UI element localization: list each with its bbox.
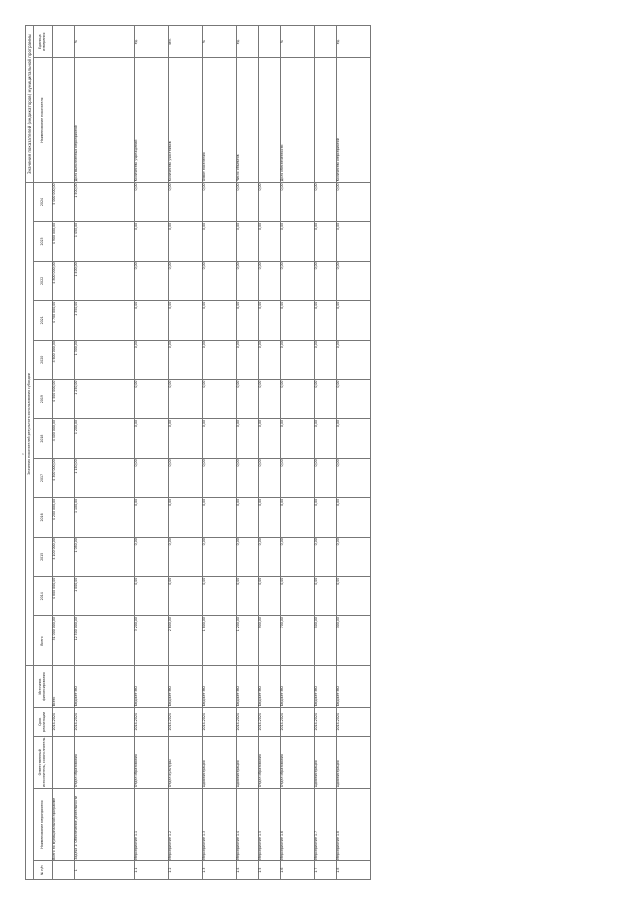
row-year-value: 0,00 (315, 222, 337, 261)
row-org (53, 736, 75, 788)
row-year-value: 0,00 (259, 498, 281, 537)
row-year-value: 0,00 (315, 498, 337, 537)
table-row (259, 26, 281, 880)
row-source: Бюджет МО (237, 666, 259, 708)
col-indicator: Наименование показателя (34, 58, 53, 183)
row-year-value: 0,00 (169, 261, 203, 300)
row-name: Всего по муниципальной программе (53, 788, 75, 861)
row-year-value: 0,00 (259, 182, 281, 221)
row-source: Всего (53, 666, 75, 708)
row-year-value: 0,00 (259, 577, 281, 616)
row-num: 1.2 (169, 861, 203, 880)
row-year-value: 0,00 (203, 340, 237, 379)
row-year-value: 0,00 (315, 537, 337, 576)
row-indicator (53, 58, 75, 183)
row-year-value: 4 800 000,00 (53, 577, 75, 616)
row-years: 2014-2024 (237, 707, 259, 736)
spec-header: Значения показателей (индикаторов) муниципальной программы (26, 26, 34, 183)
row-name: Мероприятие 1.3 (203, 788, 237, 861)
row-year-value: 0,00 (281, 498, 315, 537)
row-total: 300,00 (337, 616, 371, 666)
row-year-value: 0,00 (259, 261, 281, 300)
row-name: Мероприятие 1.5 (259, 788, 281, 861)
row-year-value: 0,00 (169, 419, 203, 458)
row-year-value: 0,00 (281, 419, 315, 458)
row-year-value: 0,00 (281, 222, 315, 261)
row-unit (53, 26, 75, 58)
row-indicator: Количество учреждений (135, 58, 169, 183)
row-source: Бюджет МО (169, 666, 203, 708)
row-org: Администрация (237, 736, 259, 788)
row-year-value: 0,00 (135, 458, 169, 497)
row-source: Бюджет МО (259, 666, 281, 708)
col-2022: 2022 (34, 261, 53, 300)
row-year-value: 0,00 (259, 340, 281, 379)
row-unit (259, 26, 281, 58)
row-year-value: 0,00 (281, 537, 315, 576)
row-org: Отдел образования (281, 736, 315, 788)
table-row (337, 26, 371, 880)
row-year-value: 0,00 (337, 301, 371, 340)
row-source: Бюджет МО (281, 666, 315, 708)
row-total: 3 200,00 (135, 616, 169, 666)
col-2017: 2017 (34, 458, 53, 497)
row-year-value: 0,00 (237, 498, 259, 537)
row-name: Мероприятие 1.7 (315, 788, 337, 861)
table-row (169, 26, 203, 880)
row-org: Администрация (315, 736, 337, 788)
row-year-value: 0,00 (169, 379, 203, 418)
row-total: 1 800,00 (203, 616, 237, 666)
row-year-value: 5 000 000,00 (53, 182, 75, 221)
row-year-value: 0,00 (315, 577, 337, 616)
row-year-value: 0,00 (337, 379, 371, 418)
row-years: 2014-2024 (203, 707, 237, 736)
row-years: 2014-2024 (337, 707, 371, 736)
row-unit: чел. (169, 26, 203, 58)
row-year-value: 0,00 (237, 182, 259, 221)
row-years: 2014-2024 (259, 707, 281, 736)
row-unit: ед. (135, 26, 169, 58)
row-year-value: 0,00 (237, 419, 259, 458)
row-total: 1 200,00 (237, 616, 259, 666)
row-year-value: 0,00 (203, 419, 237, 458)
row-years: 2014-2024 (75, 707, 135, 736)
col-2019: 2019 (34, 379, 53, 418)
row-year-value: 0,00 (337, 222, 371, 261)
row-year-value: 0,00 (281, 340, 315, 379)
row-year-value: 0,00 (315, 301, 337, 340)
row-year-value: 0,00 (337, 182, 371, 221)
row-year-value: 0,00 (135, 498, 169, 537)
col-2024: 2024 (34, 182, 53, 221)
row-year-value: 0,00 (237, 340, 259, 379)
row-num: 1.5 (259, 861, 281, 880)
row-year-value: 0,00 (315, 419, 337, 458)
row-year-value: 0,00 (259, 419, 281, 458)
row-num: 1.6 (281, 861, 315, 880)
table-row (53, 26, 75, 880)
col-2021: 2021 (34, 301, 53, 340)
row-org: Отдел образования (259, 736, 281, 788)
col-name: Наименование мероприятия (34, 788, 53, 861)
row-year-value: 0,00 (203, 498, 237, 537)
row-year-value: 0,00 (135, 537, 169, 576)
row-num: 1.8 (337, 861, 371, 880)
row-year-value: 0,00 (237, 301, 259, 340)
row-num: 1.7 (315, 861, 337, 880)
row-name: Мероприятие 1.4 (237, 788, 259, 861)
row-year-value: 0,00 (203, 537, 237, 576)
table-body (53, 26, 371, 880)
row-indicator: Количество мероприятий (337, 58, 371, 183)
row-year-value: 1 100,00 (75, 498, 135, 537)
row-year-value: 0,00 (259, 537, 281, 576)
row-name: Мероприятие 1.6 (281, 788, 315, 861)
row-year-value: 0,00 (237, 379, 259, 418)
row-source: Бюджет МО (203, 666, 237, 708)
table-row (135, 26, 169, 880)
row-years: 2014-2024 (169, 707, 203, 736)
col-2023: 2023 (34, 222, 53, 261)
row-year-value: 4 900 000,00 (53, 222, 75, 261)
row-unit: ед. (237, 26, 259, 58)
row-year-value: 0,00 (169, 301, 203, 340)
row-year-value: 0,00 (281, 261, 315, 300)
row-indicator: Число объектов (237, 58, 259, 183)
row-year-value: 0,00 (135, 301, 169, 340)
row-year-value: 0,00 (237, 537, 259, 576)
row-indicator: Доля выполненных мероприятий (75, 58, 135, 183)
row-year-value: 0,00 (237, 222, 259, 261)
row-name: Задача 1: Обеспечение деятельности (75, 788, 135, 861)
row-year-value: 0,00 (337, 261, 371, 300)
row-year-value: 0,00 (203, 379, 237, 418)
row-year-value: 0,00 (281, 301, 315, 340)
row-unit (315, 26, 337, 58)
row-name: Мероприятие 1.2 (169, 788, 203, 861)
row-year-value: 0,00 (315, 340, 337, 379)
row-year-value: 0,00 (135, 261, 169, 300)
row-year-value: 1 300,00 (75, 340, 135, 379)
row-year-value: 0,00 (203, 577, 237, 616)
row-year-value: 1 200,00 (75, 419, 135, 458)
row-num: 1.1 (135, 861, 169, 880)
row-total: 900,00 (259, 616, 281, 666)
row-total: 500,00 (315, 616, 337, 666)
col-unit: Единица измерения (34, 26, 53, 58)
row-year-value: 0,00 (281, 458, 315, 497)
row-year-value: 0,00 (169, 577, 203, 616)
col-2014: 2014 (34, 577, 53, 616)
row-org: Администрация (337, 736, 371, 788)
row-years: 2014-2024 (135, 707, 169, 736)
col-2015: 2015 (34, 537, 53, 576)
row-year-value: 4 700 000,00 (53, 301, 75, 340)
row-years: 2014-2024 (315, 707, 337, 736)
row-year-value: 0,00 (203, 261, 237, 300)
row-year-value: 0,00 (203, 222, 237, 261)
row-indicator: Доля обеспеченности (281, 58, 315, 183)
row-num: 1.3 (203, 861, 237, 880)
row-year-value: 0,00 (169, 340, 203, 379)
row-year-value: 0,00 (337, 419, 371, 458)
row-org: Отдел культуры (169, 736, 203, 788)
row-unit: % (281, 26, 315, 58)
table-row (203, 26, 237, 880)
row-source: Бюджет МО (315, 666, 337, 708)
row-year-value: 0,00 (237, 577, 259, 616)
row-years: 2014-2024 (281, 707, 315, 736)
row-year-value: 0,00 (169, 182, 203, 221)
row-year-value: 0,00 (315, 458, 337, 497)
row-source: Бюджет МО (75, 666, 135, 708)
row-year-value: 0,00 (135, 577, 169, 616)
blank-header (26, 666, 34, 880)
row-year-value: 0,00 (315, 261, 337, 300)
row-year-value: 0,00 (337, 577, 371, 616)
row-unit: ед. (337, 26, 371, 58)
row-unit: % (203, 26, 237, 58)
row-year-value: 1 350,00 (75, 301, 135, 340)
rotated-table-wrapper (25, 25, 615, 880)
row-year-value: 0,00 (259, 301, 281, 340)
row-indicator: Количество участников (169, 58, 203, 183)
row-name: Мероприятие 1.1 (135, 788, 169, 861)
row-year-value: 1 250,00 (75, 379, 135, 418)
row-year-value: 0,00 (259, 458, 281, 497)
row-source: Бюджет МО (135, 666, 169, 708)
row-year-value: 4 800 000,00 (53, 261, 75, 300)
row-total: 700,00 (281, 616, 315, 666)
row-year-value: 0,00 (203, 458, 237, 497)
row-year-value: 0,00 (337, 537, 371, 576)
row-name: Мероприятие 1.8 (337, 788, 371, 861)
row-year-value: 4 500 000,00 (53, 379, 75, 418)
row-year-value: 1 000,00 (75, 577, 135, 616)
row-year-value: 0,00 (169, 498, 203, 537)
row-years: 2014-2024 (53, 707, 75, 736)
row-year-value: 4 600 000,00 (53, 340, 75, 379)
row-total: 51 000 000,00 (53, 616, 75, 666)
col-source: Источник финансирования (34, 666, 53, 708)
row-year-value: 1 050,00 (75, 537, 135, 576)
program-table (25, 25, 371, 880)
row-year-value: 0,00 (237, 458, 259, 497)
table-row (75, 26, 135, 880)
row-org: Отдел образования (75, 736, 135, 788)
row-year-value: 0,00 (169, 458, 203, 497)
row-year-value: 0,00 (315, 182, 337, 221)
row-year-value: 0,00 (337, 458, 371, 497)
row-year-value: 0,00 (315, 379, 337, 418)
table-row (315, 26, 337, 880)
row-num: 1.4 (237, 861, 259, 880)
row-indicator (259, 58, 281, 183)
row-year-value: 1 150,00 (75, 458, 135, 497)
row-year-value: 4 400 000,00 (53, 419, 75, 458)
row-year-value: 0,00 (203, 301, 237, 340)
main-header: Значения показателей результата использования субсидии (26, 182, 34, 665)
row-year-value: 0,00 (259, 222, 281, 261)
row-org: Администрация (203, 736, 237, 788)
row-unit: % (75, 26, 135, 58)
page-mark: 1 (22, 452, 24, 456)
row-indicator (315, 58, 337, 183)
row-total: 2 600,00 (169, 616, 203, 666)
row-year-value: 0,00 (169, 222, 203, 261)
row-year-value: 0,00 (135, 182, 169, 221)
col-2016: 2016 (34, 498, 53, 537)
row-year-value: 1 400,00 (75, 261, 135, 300)
row-org: Отдел образования (135, 736, 169, 788)
row-year-value: 0,00 (135, 379, 169, 418)
row-year-value: 0,00 (135, 340, 169, 379)
row-year-value: 0,00 (337, 340, 371, 379)
row-year-value: 4 300 000,00 (53, 458, 75, 497)
row-year-value: 0,00 (135, 222, 169, 261)
row-year-value: 0,00 (237, 261, 259, 300)
table-row (281, 26, 315, 880)
row-year-value: 0,00 (169, 537, 203, 576)
row-num: 1 (75, 861, 135, 880)
col-org: Ответственный исполнитель, соисполнитель (34, 736, 53, 788)
col-2020: 2020 (34, 340, 53, 379)
row-year-value: 0,00 (337, 498, 371, 537)
row-year-value: 0,00 (135, 419, 169, 458)
col-2018: 2018 (34, 419, 53, 458)
row-num (53, 861, 75, 880)
row-source: Бюджет МО (337, 666, 371, 708)
col-total: Всего (34, 616, 53, 666)
row-year-value: 4 200 000,00 (53, 498, 75, 537)
row-year-value: 0,00 (203, 182, 237, 221)
row-year-value: 1 450,00 (75, 222, 135, 261)
row-year-value: 0,00 (281, 182, 315, 221)
col-num: № п/п (34, 861, 53, 880)
table-row (237, 26, 259, 880)
row-year-value: 4 100 000,00 (53, 537, 75, 576)
col-years: Срок реализации (34, 707, 53, 736)
row-indicator: Охват населения (203, 58, 237, 183)
row-total: 12 500 000,00 (75, 616, 135, 666)
row-year-value: 0,00 (281, 577, 315, 616)
row-year-value: 0,00 (259, 379, 281, 418)
row-year-value: 1 500,00 (75, 182, 135, 221)
row-year-value: 0,00 (281, 379, 315, 418)
